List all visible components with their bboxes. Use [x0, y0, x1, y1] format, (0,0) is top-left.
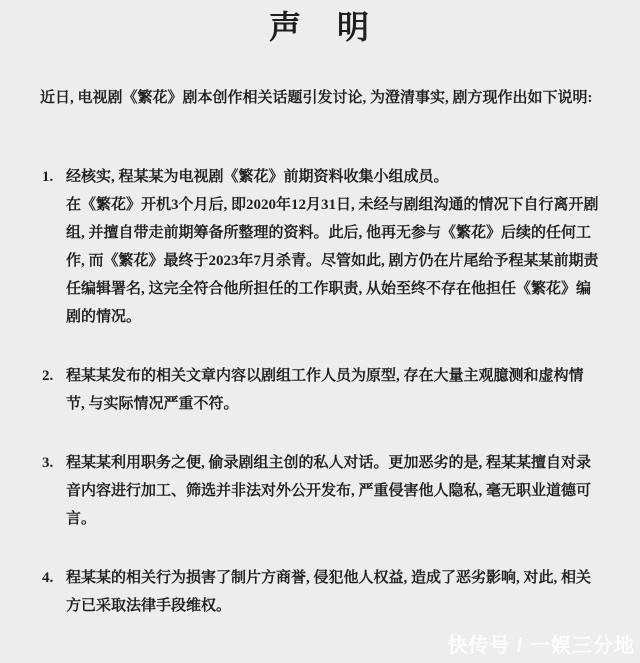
- item-text-line: 程某某的相关行为损害了制片方商誉, 侵犯他人权益, 造成了恶劣影响, 对此, 相关方已采取法律手段维权。: [66, 570, 592, 614]
- item-number: 3.: [42, 455, 54, 471]
- item-number: 1.: [42, 169, 54, 185]
- item-text: [66, 449, 600, 533]
- item-text: [66, 362, 600, 418]
- list-item: [42, 163, 600, 331]
- item-text-line: 程某某发布的相关文章内容以剧组工作人员为原型, 存在大量主观臆测和虚构情节, 与实际情况严重不符。: [66, 368, 584, 412]
- list-item: [42, 449, 600, 533]
- item-text: [66, 163, 600, 331]
- list-item: [42, 564, 600, 620]
- item-number: 4.: [42, 570, 54, 586]
- page-title: 声 明: [268, 9, 371, 45]
- list-item: [42, 362, 600, 418]
- intro-paragraph: 近日, 电视剧《繁花》剧本创作相关话题引发讨论, 为澄清事实, 剧方现作出如下说明:: [40, 90, 593, 106]
- item-text-line: 程某某利用职务之便, 偷录剧组主创的私人对话。更加恶劣的是, 程某某擅自对录音内容进行加工、筛选并非法对外公开发布, 严重侵害他人隐私, 毫无职业道德可言。: [66, 455, 592, 527]
- item-number: 2.: [42, 368, 54, 384]
- statement-list: [0, 163, 640, 620]
- watermark: 快传号 / 一娱三分地: [447, 635, 635, 657]
- item-text-line: 经核实, 程某某为电视剧《繁花》前期资料收集小组成员。: [66, 169, 449, 185]
- item-text-line: 在《繁花》开机3个月后, 即2020年12月31日, 未经与剧组沟通的情况下自行离开剧组, 并擅自带走前期筹备所整理的资料。此后, 他再无参与《繁花》后续的任何工作, 而《繁花》最终于2023年7月杀青。尽管如此, 剧方仍在片尾给予程某某前期责任编辑署名, 这完全符合他所担任的工作职责, 从始至终不存在他担任《繁花》编剧的情况。: [66, 197, 599, 325]
- item-text: [66, 564, 600, 620]
